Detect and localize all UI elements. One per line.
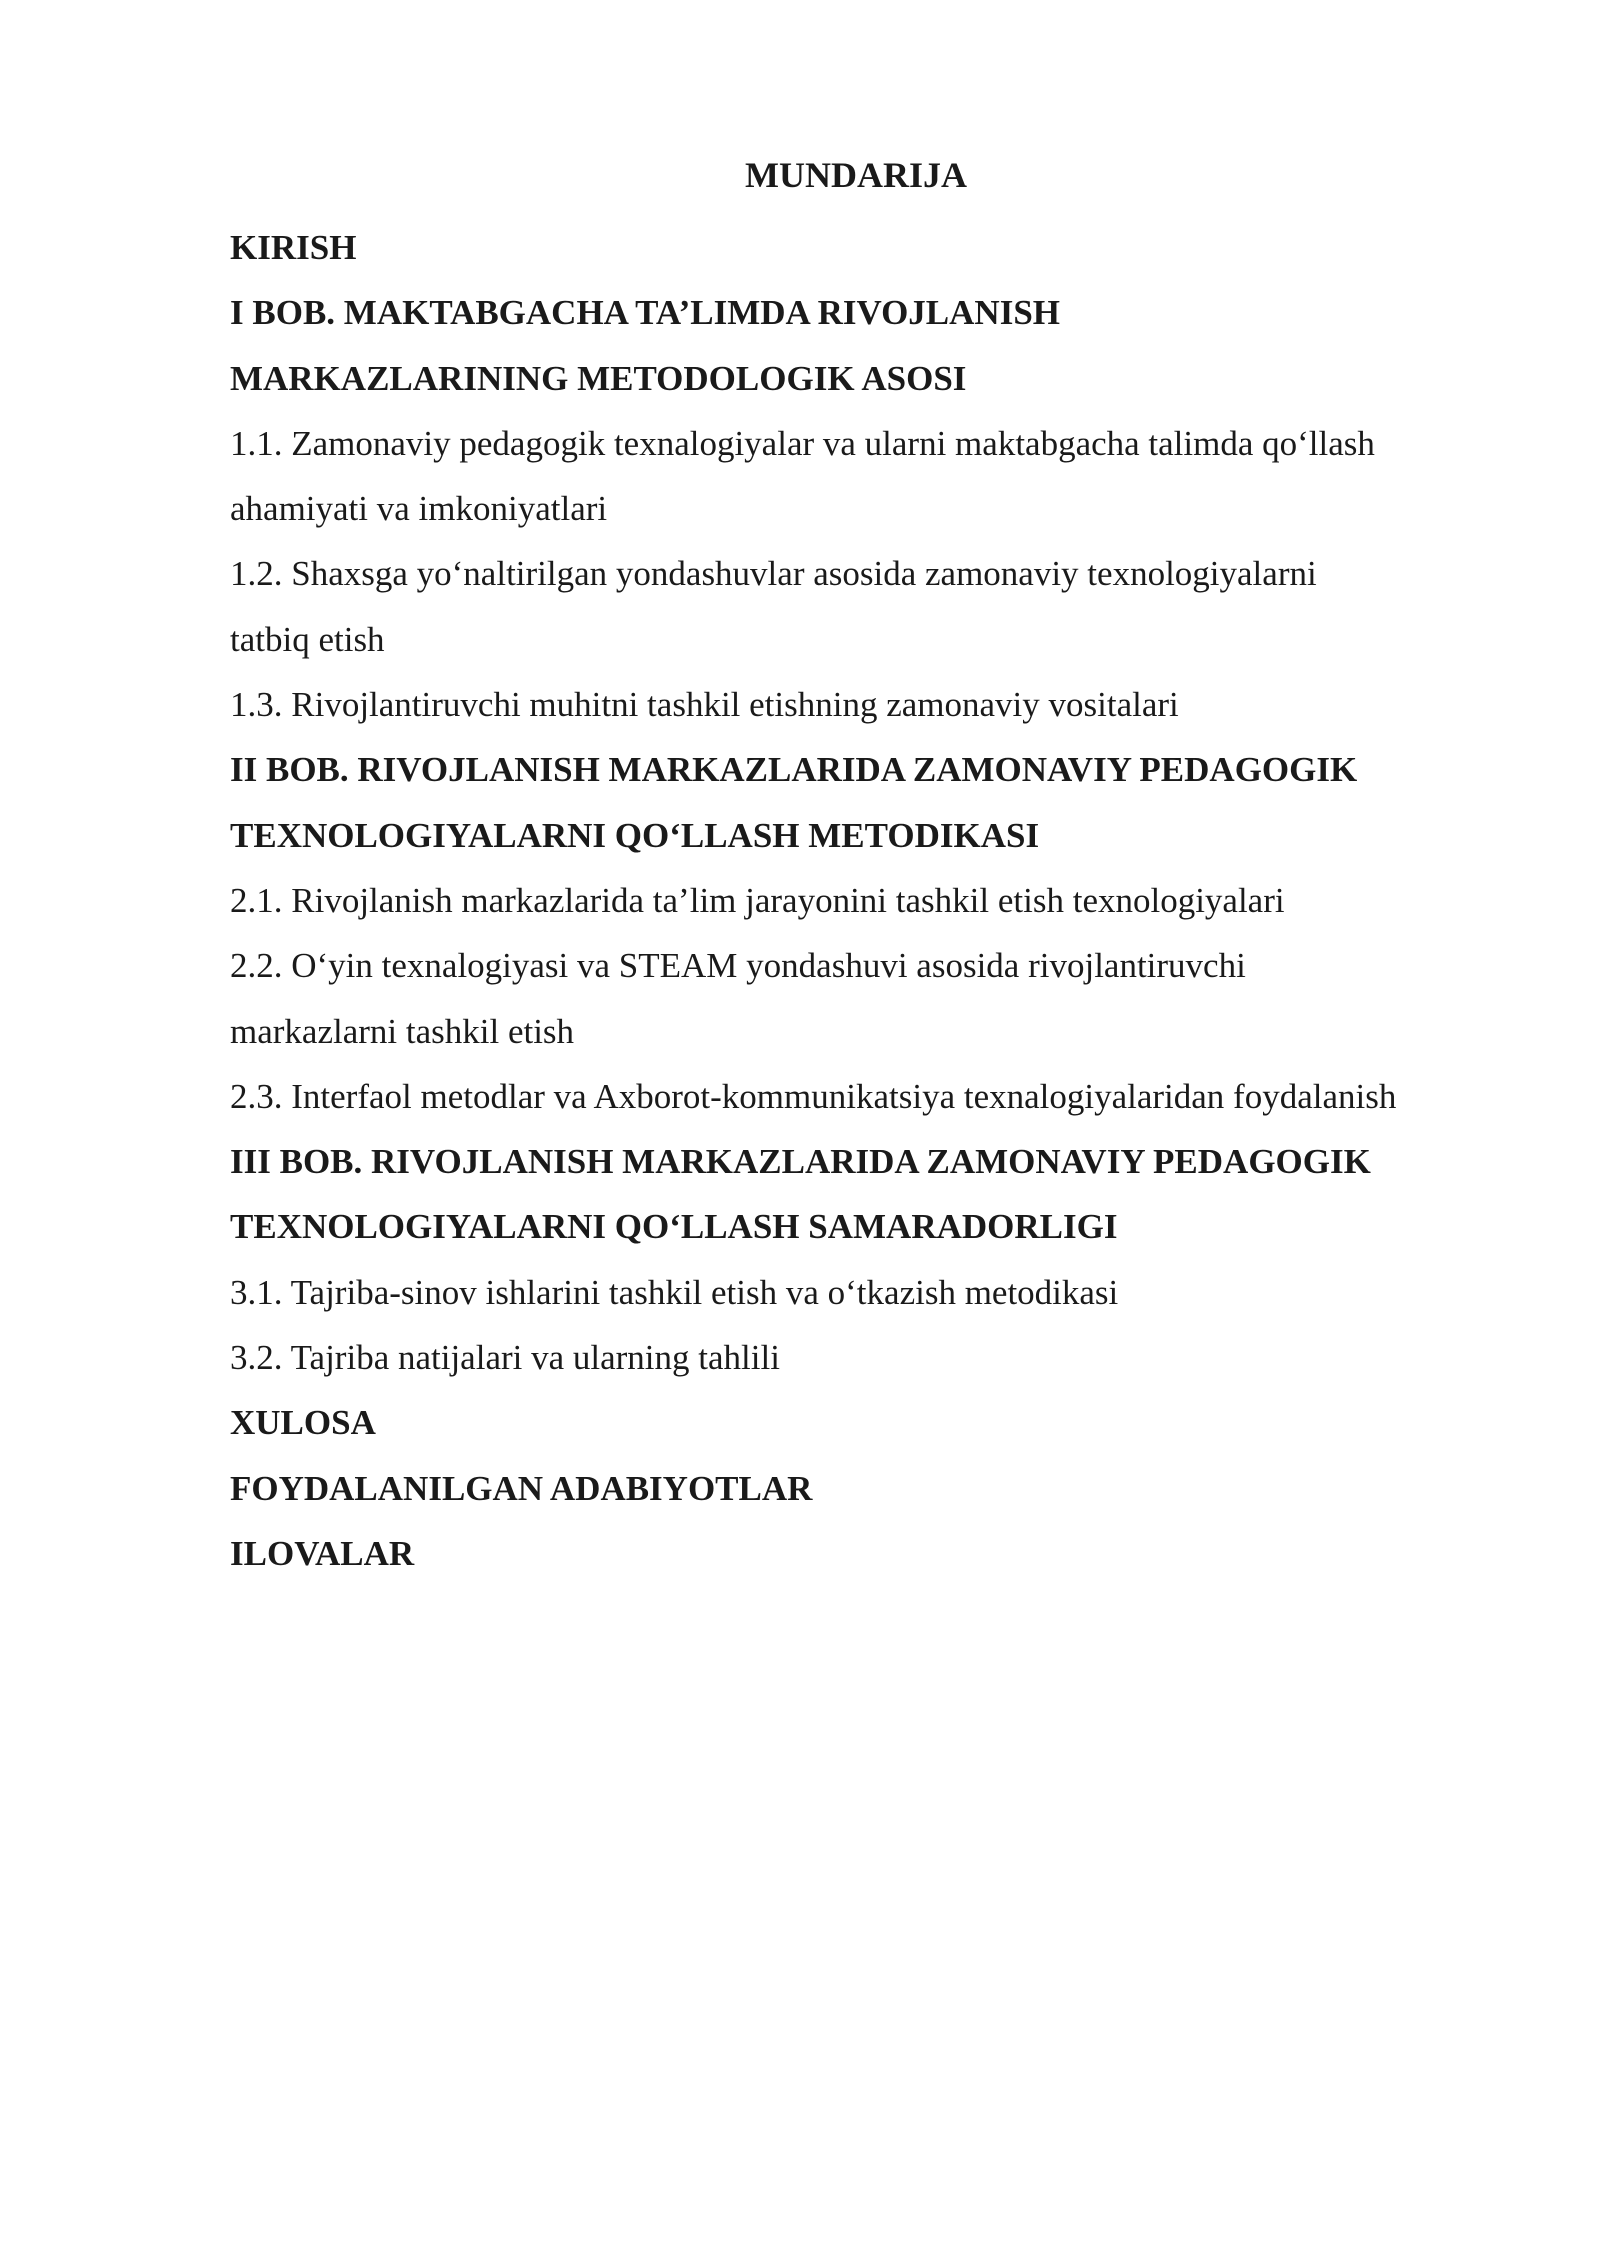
table-of-contents xyxy=(230,215,1510,1586)
toc-line: KIRISH xyxy=(230,228,357,267)
toc-line: FOYDALANILGAN ADABIYOTLAR xyxy=(230,1468,813,1508)
toc-line: III BOB. RIVOJLANISH MARKAZLARIDA ZAMONAVIY PEDAGOGIK xyxy=(230,1142,1371,1182)
toc-line: 2.2. O‘yin texnalogiyasi va STEAM yondashuvi asosida rivojlantiruvchi xyxy=(230,946,1246,986)
toc-line: tatbiq etish xyxy=(230,619,385,659)
toc-line: 2.1. Rivojlanish markazlarida ta’lim jarayonini tashkil etish texnologiyalari xyxy=(230,880,1285,920)
toc-line: TEXNOLOGIYALARNI QO‘LLASH SAMARADORLIGI xyxy=(230,1207,1118,1247)
toc-line: 1.2. Shaxsga yo‘naltirilgan yondashuvlar asosida zamonaviy texnologiyalarni xyxy=(230,554,1317,594)
page-title: MUNDARIJA xyxy=(745,155,967,195)
toc-line: TEXNOLOGIYALARNI QO‘LLASH METODIKASI xyxy=(230,815,1040,855)
toc-line: ahamiyati va imkoniyatlari xyxy=(230,489,608,529)
toc-line: I BOB. MAKTABGACHA TA’LIMDA RIVOJLANISH xyxy=(230,293,1061,333)
toc-line: 3.1. Tajriba-sinov ishlarini tashkil etish va o‘tkazish metodikasi xyxy=(230,1272,1119,1312)
toc-line: 2.3. Interfaol metodlar va Axborot-kommunikatsiya texnalogiyalaridan foydalanish xyxy=(230,1076,1397,1116)
toc-line: ILOVALAR xyxy=(230,1533,415,1573)
toc-line: markazlarni tashkil etish xyxy=(230,1011,575,1051)
toc-line: II BOB. RIVOJLANISH MARKAZLARIDA ZAMONAVIY PEDAGOGIK xyxy=(230,750,1358,790)
toc-line: MARKAZLARINING METODOLOGIK ASOSI xyxy=(230,358,967,398)
toc-line: 1.1. Zamonaviy pedagogik texnalogiyalar va ularni maktabgacha talimda qo‘llash xyxy=(230,423,1375,463)
toc-line: 1.3. Rivojlantiruvchi muhitni tashkil etishning zamonaviy vositalari xyxy=(230,685,1179,725)
toc-line: 3.2. Tajriba natijalari va ularning tahlili xyxy=(230,1338,780,1378)
toc-line: XULOSA xyxy=(230,1403,376,1443)
